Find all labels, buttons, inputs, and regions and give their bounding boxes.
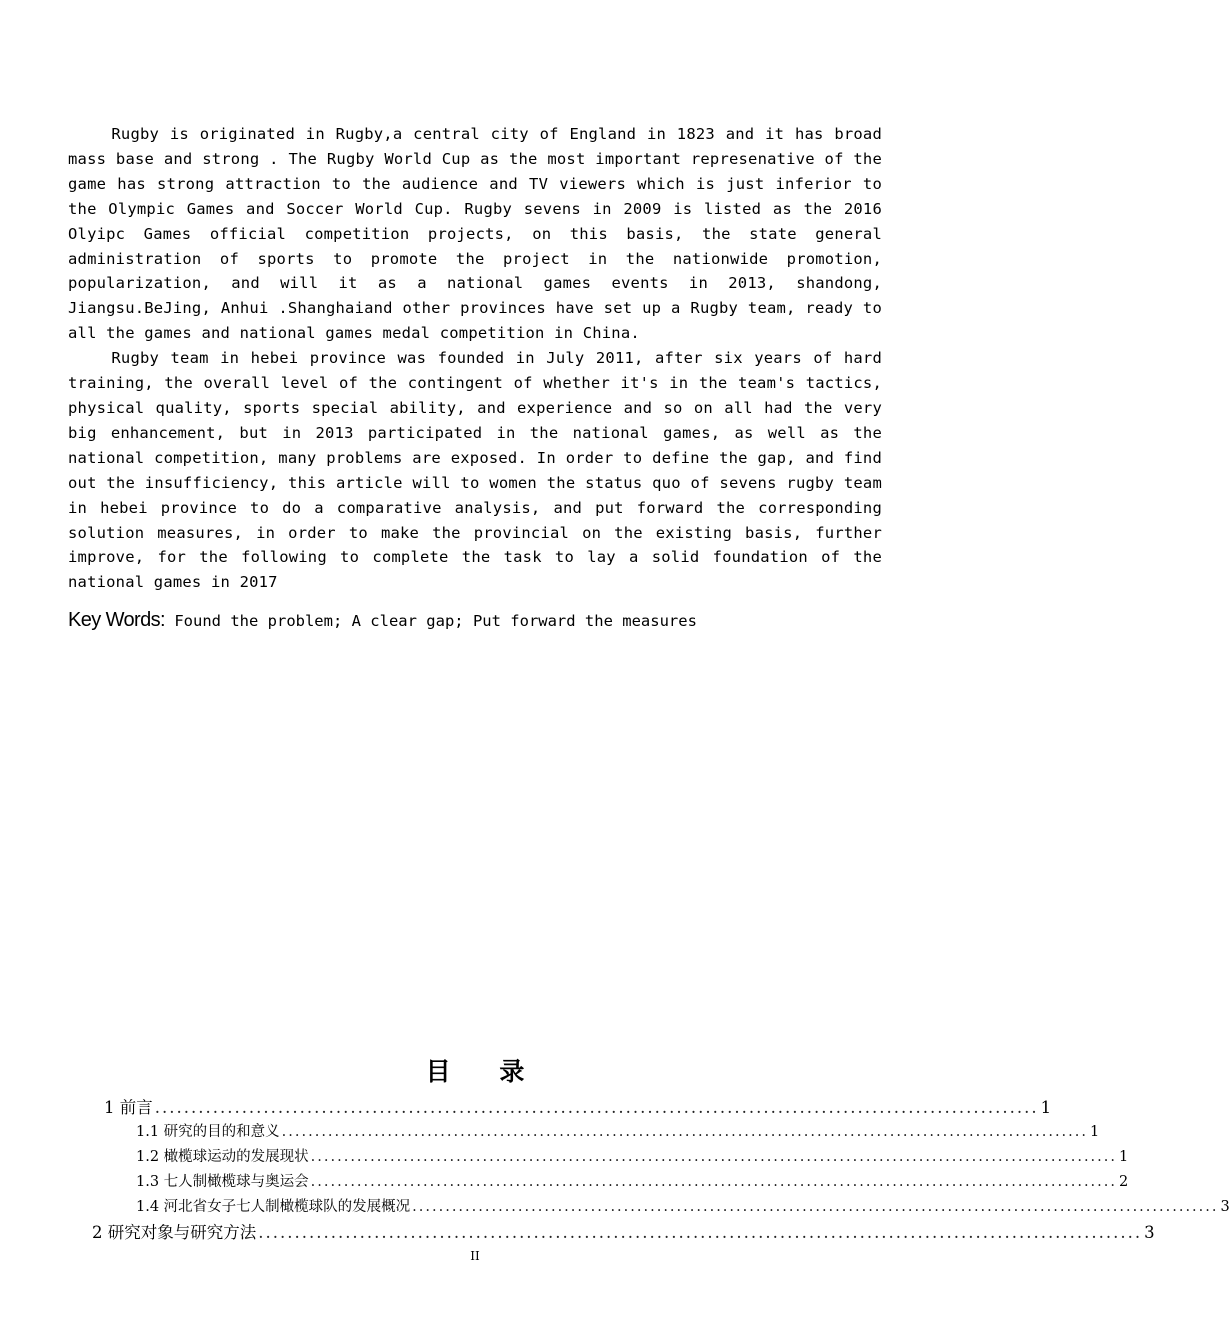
toc-title: 目 录 bbox=[425, 1057, 545, 1086]
abstract-paragraph-1: Rugby is originated in Rugby,a central city of England in 1823 and it has broad mass base and strong . The Rugby World Cup as the most important represenative of the game has strong attraction to the audience and TV viewers which is just inferior to the Olympic Games and Soccer World Cup. Rugby sevens in 2009 is listed as the 2016 Olyipc Games official competition projects, on this basis, the state general administration of sports to promote the project in the nationwide promotion, popularization, and will it as a national games events in 2013, shandong, Jiangsu.BeJing, Anhui .Shanghaiand other provinces have set up a Rugby team, ready to all the games and national games medal competition in China. bbox=[68, 125, 882, 343]
toc-entry-label: 1 前言 bbox=[104, 1098, 153, 1117]
toc-entry-page: 3 bbox=[1144, 1223, 1155, 1242]
toc-entry[interactable]: 1 前言 .......................................................................................................................... 1 bbox=[104, 1094, 882, 1118]
keywords-text: Found the problem; A clear gap; Put forward the measures bbox=[165, 612, 697, 630]
toc-entry-label: 1.2 橄榄球运动的发展现状 bbox=[136, 1149, 309, 1165]
toc-entry-page: 1 bbox=[1119, 1149, 1129, 1165]
toc-entry-page: 1 bbox=[1040, 1098, 1052, 1117]
toc-entry[interactable]: 1.3 七人制橄榄球与奥运会 .......................................................................................................................... 2 bbox=[136, 1170, 882, 1194]
abstract bbox=[68, 122, 882, 595]
page-number: II bbox=[470, 1249, 480, 1263]
toc-entry-page: 2 bbox=[1119, 1174, 1129, 1190]
toc-entry-page: 1 bbox=[1090, 1124, 1100, 1140]
keywords-label: Key Words: bbox=[68, 609, 165, 631]
toc-entry-label: 2 研究对象与研究方法 bbox=[92, 1223, 257, 1242]
toc-entry[interactable]: 2 研究对象与研究方法 .......................................................................................................................... 3 bbox=[92, 1219, 882, 1243]
abstract-paragraph-2: Rugby team in hebei province was founded in July 2011, after six years of hard training, the overall level of the contingent of whether it's in the team's tactics, physical quality, sports special ability, and experience and so on all had the very big enhancement, but in 2013 participated in the national games, as well as the national competition, many problems are exposed. In order to define the gap, and find out the insufficiency, this article will to women the status quo of sevens rugby team in hebei province to do a comparative analysis, and put forward the corresponding solution measures, in order to make the provincial on the existing basis, further improve, for the following to complete the task to lay a solid foundation of the national games in 2017 bbox=[68, 349, 882, 592]
toc-entry-label: 1.4 河北省女子七人制橄榄球队的发展概况 bbox=[136, 1199, 411, 1215]
toc-entry-label: 1.3 七人制橄榄球与奥运会 bbox=[136, 1174, 309, 1190]
toc-entry[interactable]: 1.2 橄榄球运动的发展现状 .......................................................................................................................... 1 bbox=[136, 1145, 875, 1169]
toc-entry-label: 1.1 研究的目的和意义 bbox=[136, 1124, 280, 1140]
toc-entry[interactable]: 1.1 研究的目的和意义 .......................................................................................................................... 1 bbox=[136, 1120, 882, 1144]
keywords bbox=[68, 607, 882, 634]
toc-entry-page: 3 bbox=[1220, 1199, 1230, 1215]
toc-entry[interactable]: 1.4 河北省女子七人制橄榄球队的发展概况 .......................................................................................................................... 3 bbox=[136, 1195, 882, 1219]
